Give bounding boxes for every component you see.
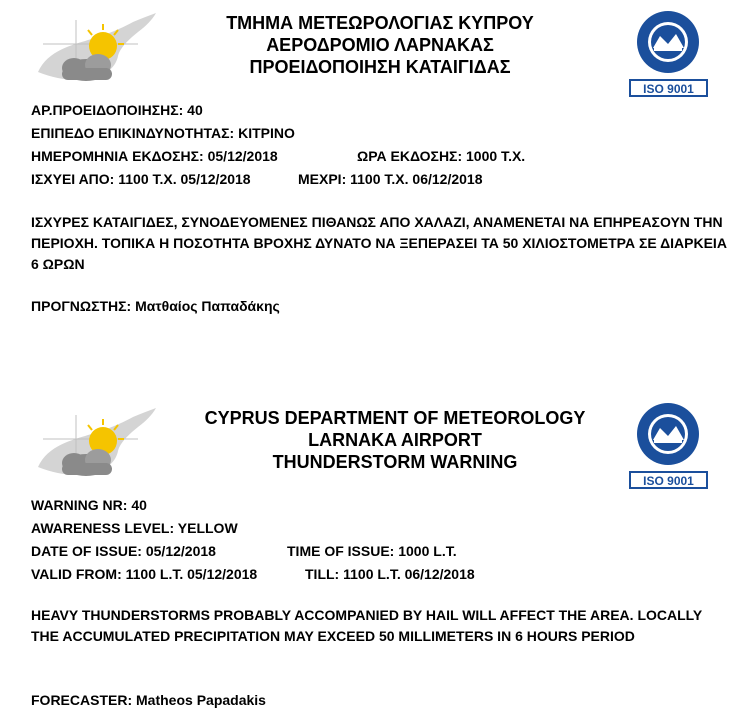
english-warning-nr-label: WARNING NR:: [31, 497, 128, 513]
english-date-value: 05/12/2018: [145, 543, 216, 559]
iso-9001-seal-icon: [626, 8, 711, 98]
english-header: [165, 407, 625, 473]
english-level-label: AWARENESS LEVEL:: [31, 520, 175, 536]
greek-till: [298, 170, 482, 188]
greek-till-value: 1100 Τ.Χ. 06/12/2018: [350, 171, 483, 187]
greek-header: [160, 12, 600, 78]
greek-date-value: 05/12/2018: [207, 148, 278, 164]
greek-header-line2: ΑΕΡΟΔΡΟΜΙΟ ΛΑΡΝΑΚΑΣ: [266, 35, 494, 55]
english-date-label: DATE OF ISSUE:: [31, 543, 142, 559]
greek-time: [357, 147, 525, 165]
english-valid-from: [31, 565, 257, 583]
iso-label: ISO 9001: [643, 474, 694, 488]
weather-logo-icon: [28, 405, 163, 483]
english-header-line3: THUNDERSTORM WARNING: [272, 452, 518, 472]
english-till: [305, 565, 475, 583]
greek-time-value: 1000 Τ.Χ.: [466, 148, 526, 164]
english-level-value: YELLOW: [177, 520, 238, 536]
greek-warning-nr-value: 40: [187, 102, 203, 118]
greek-valid-from-label: ΙΣΧΥΕΙ ΑΠΟ:: [31, 171, 115, 187]
iso-9001-seal-icon: [626, 400, 711, 490]
greek-till-label: ΜΕΧΡΙ:: [298, 171, 347, 187]
english-header-line1: CYPRUS DEPARTMENT OF METEOROLOGY: [204, 408, 586, 428]
english-time-label: TIME OF ISSUE:: [287, 543, 395, 559]
english-till-value: 1100 L.T. 06/12/2018: [343, 566, 475, 582]
greek-forecaster: [31, 297, 280, 315]
weather-logo-icon: [28, 10, 163, 88]
english-valid-from-label: VALID FROM:: [31, 566, 122, 582]
english-time: [287, 542, 457, 560]
greek-date-label: ΗΜΕΡΟΜΗΝΙΑ ΕΚΔΟΣΗΣ:: [31, 148, 204, 164]
greek-header-line3: ΠΡΟΕΙΔΟΠΟΙΗΣΗ ΚΑΤΑΙΓΙΔΑΣ: [249, 57, 511, 77]
greek-time-label: ΩΡΑ ΕΚΔΟΣΗΣ:: [357, 148, 463, 164]
english-forecaster-label: FORECASTER:: [31, 692, 133, 708]
english-warning-section: [0, 395, 749, 718]
greek-warning-nr-label: ΑΡ.ΠΡΟΕΙΔΟΠΟΙΗΣΗΣ:: [31, 102, 184, 118]
greek-warning-section: [0, 0, 749, 340]
iso-label: ISO 9001: [643, 82, 694, 96]
greek-warning-body: ΙΣΧΥΡΕΣ ΚΑΤΑΙΓΙΔΕΣ, ΣΥΝΟΔΕΥΟΜΕΝΕΣ ΠΙΘΑΝΩΣ ΑΠΟ ΧΑΛΑΖΙ, ΑΝΑΜΕΝΕΤΑΙ ΝΑ ΕΠΗΡΕΑΣΟΥΝ ΤΗΝ ΠΕΡΙΟΧΗ. ΤΟΠΙΚΑ Η ΠΟΣΟΤΗΤΑ ΒΡΟΧΗΣ ΔΥΝΑΤΟ ΝΑ ΞΕΠΕΡΑΣΕΙ ΤΑ 50 ΧΙΛΙΟΣΤΟΜΕΤΡΑ ΣΕ ΔΙΑΡΚΕΙΑ 6 ΩΡΩΝ: [31, 214, 727, 272]
greek-valid-from-value: 1100 Τ.Χ. 05/12/2018: [118, 171, 251, 187]
english-warning-body: HEAVY THUNDERSTORMS PROBABLY ACCOMPANIED BY HAIL WILL AFFECT THE AREA. LOCALLY THE ACCUMULATED PRECIPITATION MAY EXCEED 50 MILLIMETERS IN 6 HOURS PERIOD: [31, 607, 703, 644]
english-till-label: TILL:: [305, 566, 340, 582]
english-header-line2: LARNAKA AIRPORT: [308, 430, 482, 450]
greek-warning-nr: [31, 101, 203, 119]
greek-level: [31, 124, 295, 142]
greek-level-label: ΕΠΙΠΕΔΟ ΕΠΙΚΙΝΔΥΝΟΤΗΤΑΣ:: [31, 125, 235, 141]
english-time-value: 1000 L.T.: [398, 543, 457, 559]
english-warning-nr-value: 40: [131, 497, 147, 513]
english-date: [31, 542, 216, 560]
english-valid-from-value: 1100 L.T. 05/12/2018: [125, 566, 258, 582]
english-warning-nr: [31, 496, 147, 514]
english-forecaster: [31, 691, 266, 709]
greek-forecaster-label: ΠΡΟΓΝΩΣΤΗΣ:: [31, 298, 132, 314]
greek-valid-from: [31, 170, 251, 188]
english-level: [31, 519, 238, 537]
greek-forecaster-name: Ματθαίος Παπαδάκης: [135, 298, 280, 314]
greek-level-value: ΚΙΤΡΙΝΟ: [238, 125, 295, 141]
greek-date: [31, 147, 278, 165]
english-forecaster-name: Matheos Papadakis: [136, 692, 266, 708]
greek-header-line1: ΤΜΗΜΑ ΜΕΤΕΩΡΟΛΟΓΙΑΣ ΚΥΠΡΟΥ: [226, 13, 534, 33]
